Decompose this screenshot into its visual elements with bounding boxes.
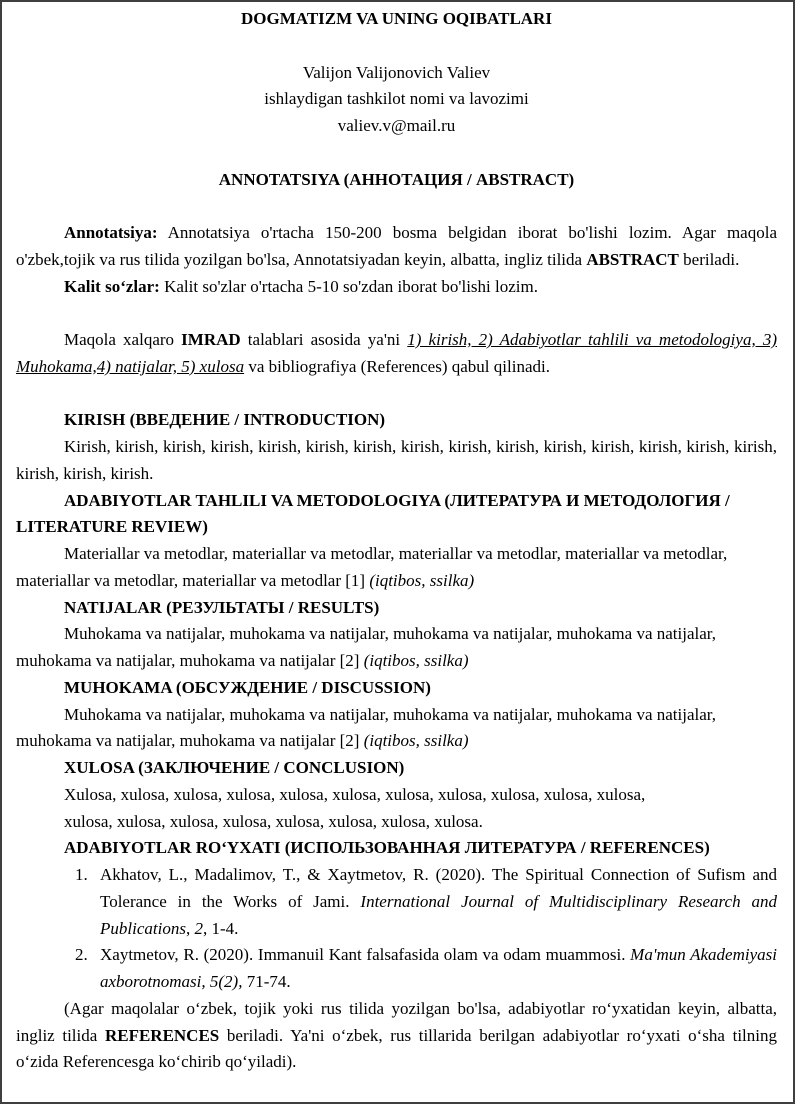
conclusion-line-1: Xulosa, xulosa, xulosa, xulosa, xulosa, xulosa, xulosa, xulosa, xulosa, xulosa, xulosa,	[64, 784, 646, 804]
spacer	[16, 33, 777, 60]
introduction-heading: KIRISH (ВВЕДЕНИЕ / INTRODUCTION)	[64, 410, 386, 430]
introduction-paragraph: Kirish, kirish, kirish, kirish, kirish, kirish, kirish, kirish, kirish, kirish, kirish, kirish, kirish, kirish, kirish, kirish, kirish, kirish.	[16, 437, 777, 483]
abstract-heading: ANNOTATSIYA (АННОТАЦИЯ / ABSTRACT)	[218, 169, 575, 189]
literature-review-paragraph: Materiallar va metodlar, materiallar va metodlar, materiallar va metodlar, materiallar va metodlar, materiallar va metodlar, materiallar va metodlar [1] (iqtibos, ssilka)	[16, 544, 728, 590]
author-name: Valijon Valijonovich Valiev	[302, 62, 491, 82]
references-heading: ADABIYOTLAR ROʻYXATI (ИСПОЛЬЗОВАННАЯ ЛИТЕРАТУРА / REFERENCES)	[64, 838, 710, 858]
spacer	[16, 140, 777, 167]
conclusion-paragraph	[64, 782, 777, 836]
reference-number: 2.	[75, 945, 88, 965]
imrad-paragraph: Maqola xalqaro IMRAD talablari asosida ya'ni 1) kirish, 2) Adabiyotlar tahlili va metodologiya, 3) Muhokama,4) natijalar, 5) xulosa va bibliografiya (References) qabul qilinadi.	[16, 330, 777, 376]
literature-review-heading: ADABIYOTLAR TAHLILI VA METODOLOGIYA (ЛИТЕРАТУРА И МЕТОДОЛОГИЯ / LITERATURE REVIEW)	[16, 490, 730, 537]
spacer	[16, 381, 777, 408]
references-note: (Agar maqolalar oʻzbek, tojik yoki rus tilida yozilgan bo'lsa, adabiyotlar roʻyxatidan keyin, albatta, ingliz tilida REFERENCES beriladi. Ya'ni oʻzbek, rus tillarida berilgan adabiyotlar roʻyxati oʻsha tilning oʻzida Referencesga koʻchirib qoʻyiladi).	[16, 998, 777, 1072]
reference-number: 1.	[75, 865, 88, 884]
conclusion-line-2: xulosa, xulosa, xulosa, xulosa, xulosa, xulosa, xulosa, xulosa.	[64, 811, 483, 831]
results-heading: NATIJALAR (РЕЗУЛЬТАТЫ / RESULTS)	[64, 597, 380, 617]
results-paragraph: Muhokama va natijalar, muhokama va natijalar, muhokama va natijalar, muhokama va natijalar, muhokama va natijalar, muhokama va natijalar [2] (iqtibos, ssilka)	[16, 624, 717, 670]
reference-item	[75, 862, 777, 942]
page-title: DOGMATIZM VA UNING OQIBATLARI	[241, 9, 552, 28]
author-affiliation: ishlaydigan tashkilot nomi va lavozimi	[264, 89, 529, 109]
discussion-paragraph: Muhokama va natijalar, muhokama va natijalar, muhokama va natijalar, muhokama va natijalar, muhokama va natijalar, muhokama va natijalar [2] (iqtibos, ssilka)	[16, 704, 717, 751]
spacer	[16, 193, 777, 220]
keywords-paragraph: Kalit soʻzlar: Kalit so'zlar o'rtacha 5-10 so'zdan iborat bo'lishi lozim.	[64, 276, 538, 296]
author-email: valiev.v@mail.ru	[337, 116, 456, 135]
discussion-heading: MUHOKAMA (ОБСУЖДЕНИЕ / DISCUSSION)	[64, 677, 431, 697]
reference-item	[75, 942, 777, 996]
reference-text: Akhatov, L., Madalimov, T., & Xaytmetov, R. (2020). The Spiritual Connection of Sufism and Tolerance in the Works of Jami. International Journal of Multidisciplinary Research and Publications, 2, 1-4.	[100, 865, 777, 938]
abstract-paragraph: Annotatsiya: Annotatsiya o'rtacha 150-200 bosma belgidan iborat bo'lishi lozim. Agar maqola o'zbek,tojik va rus tilida yozilgan bo'lsa, Annotatsiyadan keyin, albatta, ingliz tilida ABSTRACT beriladi.	[16, 223, 777, 269]
reference-text: Xaytmetov, R. (2020). Immanuil Kant falsafasida olam va odam muammosi. Ma'mun Akademiyasi axborotnomasi, 5(2), 71-74.	[100, 945, 777, 991]
conclusion-heading: XULOSA (ЗАКЛЮЧЕНИЕ / CONCLUSION)	[64, 758, 405, 777]
spacer	[16, 300, 777, 327]
